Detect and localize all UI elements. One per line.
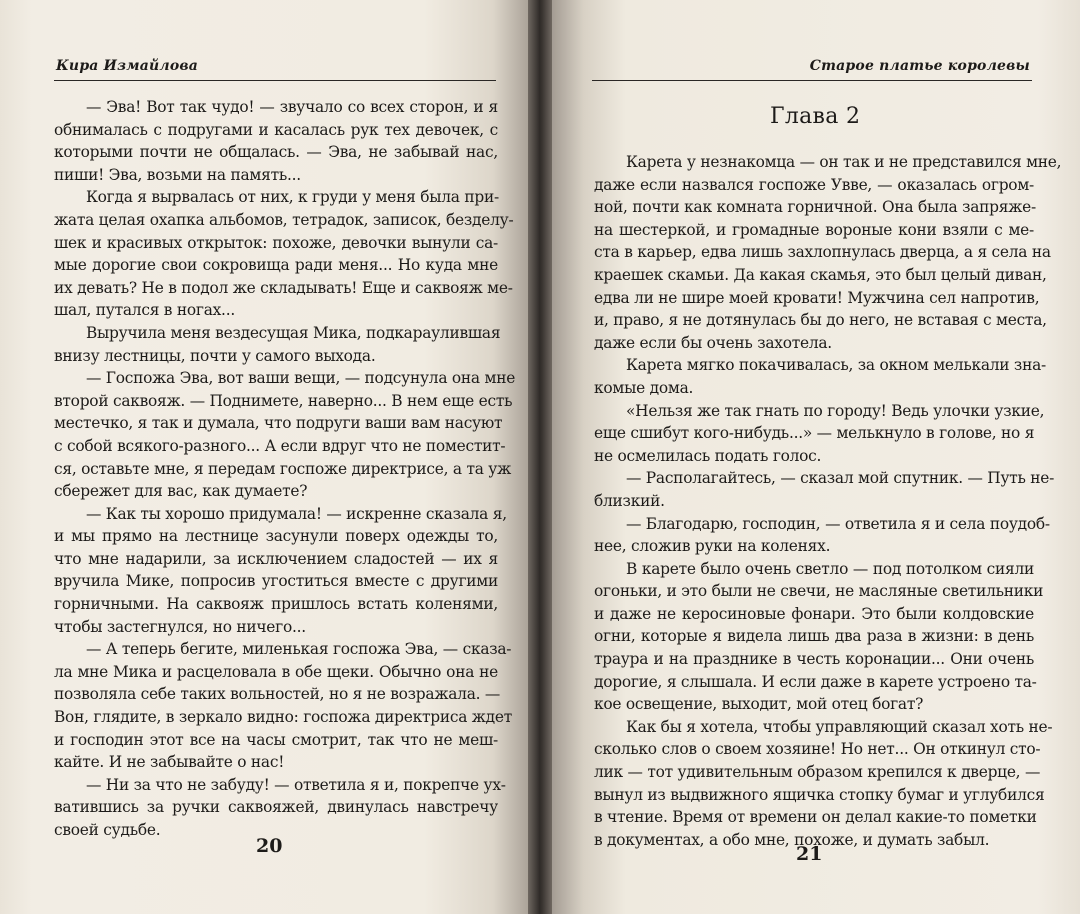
- text-line: — Как ты хорошо придумала! — искренне сказала я,: [86, 504, 507, 523]
- text-line: вручила Мике, попросив угоститься вместе с другими: [54, 572, 498, 591]
- text-line: с собой всякого-разного... А если вдруг что не поместит-: [54, 436, 506, 455]
- text-line: обнималась с подругами и касалась рук тех девочек, с: [54, 120, 498, 139]
- text-line: в чтение. Время от времени он делал какие-то пометки: [594, 808, 1037, 827]
- text-line: ла мне Мика и расцеловала в обе щеки. Обычно она не: [54, 662, 498, 681]
- text-line: шал, путался в ногах...: [54, 301, 235, 320]
- text-line: Выручила меня вездесущая Мика, подкараулившая: [86, 323, 501, 342]
- text-line: огоньки, и это были не свечи, не масляные светильники: [594, 582, 1044, 601]
- text-line: «Нельзя же так гнать по городу! Ведь улочки узкие,: [626, 401, 1045, 420]
- text-line: В карете было очень светло — под потолком сияли: [626, 559, 1034, 578]
- text-line: жата целая охапка альбомов, тетрадок, записок, безделу-: [54, 210, 514, 229]
- text-line: — Располагайтесь, — сказал мой спутник. — Путь не-: [626, 469, 1055, 488]
- text-line: даже если бы очень захотела.: [594, 333, 832, 352]
- text-line: Вон, глядите, в зеркало видно: госпожа директриса ждет: [54, 708, 513, 727]
- text-line: вынул из выдвижного ящичка стопку бумаг и углубился: [594, 785, 1045, 804]
- text-line: лик — тот удивительным образом крепился к дверце, —: [594, 763, 1041, 782]
- text-line: в документах, а обо мне, похоже, и думать забыл.: [594, 830, 990, 849]
- text-line: огни, которые я видела лишь два раза в жизни: в день: [594, 627, 1034, 646]
- page-number: 20: [256, 835, 283, 857]
- text-line: еще сшибут кого-нибудь...» — мелькнуло в голове, но я: [594, 424, 1035, 443]
- text-line: кое освещение, выходит, мой отец богат?: [594, 695, 924, 714]
- text-line: краешек скамьи. Да какая скамья, это был целый диван,: [594, 265, 1047, 284]
- text-line: местечко, я так и думала, что подруги ваши вам насуют: [54, 414, 503, 433]
- text-line: траура и на празднике в честь коронации... Они очень: [594, 650, 1034, 669]
- text-line: дорогие, я слышала. И если даже в карете устроено та-: [594, 672, 1037, 691]
- text-line: второй саквояж. — Поднимете, наверно... В нем еще есть: [54, 391, 513, 410]
- text-line: кайте. И не забывайте о нас!: [54, 753, 285, 772]
- text-line: — А теперь бегите, миленькая госпожа Эва, — сказа-: [86, 640, 512, 659]
- text-line: мые дорогие свои сокровища ради меня... Но куда мне: [54, 256, 498, 275]
- text-line: сбережет для вас, как думаете?: [54, 482, 308, 501]
- text-line: внизу лестницы, почти у самого выхода.: [54, 346, 376, 365]
- text-line: комые дома.: [594, 378, 694, 397]
- left-page: [0, 0, 530, 914]
- text-line: Карета у незнакомца — он так и не представился мне,: [626, 153, 1062, 171]
- text-line: — Эва! Вот так чудо! — звучало со всех сторон, и я: [86, 98, 498, 116]
- text-line: которыми почти не общалась. — Эва, не забывай нас,: [54, 143, 498, 162]
- right-page: [552, 0, 1080, 914]
- text-line: и даже не керосиновые фонари. Это были колдовские: [594, 604, 1034, 623]
- text-line: — Госпожа Эва, вот ваши вещи, — подсунула она мне: [86, 369, 516, 388]
- text-line: и, право, я не дотянулась бы до него, не вставая с места,: [594, 311, 1047, 330]
- text-line: пиши! Эва, возьми на память...: [54, 165, 301, 184]
- text-line: ся, оставьте мне, я передам госпоже директрисе, а та уж: [54, 459, 512, 478]
- left-body-text: [54, 96, 516, 842]
- book-gutter: [528, 0, 554, 914]
- text-line: горничными. На саквояж пришлось встать коленями,: [54, 595, 498, 614]
- running-head-title: Старое платье королевы: [809, 58, 1030, 74]
- text-line: на шестеркой, и громадные вороные кони взяли с ме-: [594, 220, 1034, 239]
- text-line: сколько слов о своем хозяине! Но нет... Он откинул сто-: [594, 740, 1041, 759]
- header-rule: [54, 80, 496, 81]
- text-line: чтобы застегнулся, но ничего...: [54, 617, 306, 636]
- text-line: ной, почти как комната горничной. Она была запряже-: [594, 198, 1036, 217]
- text-line: их девать? Не в подол же складывать! Еще и саквояж ме-: [54, 278, 513, 297]
- running-head-author: Кира Измайлова: [56, 58, 199, 74]
- text-line: своей судьбе.: [54, 821, 161, 839]
- text-line: Как бы я хотела, чтобы управляющий сказал хоть не-: [626, 717, 1053, 736]
- right-body-text: [594, 151, 1062, 851]
- text-line: шек и красивых открыток: похоже, девочки вынули са-: [54, 233, 498, 252]
- text-line: едва ли не шире моей кровати! Мужчина сел напротив,: [594, 288, 1040, 307]
- text-line: Когда я вырвалась от них, к груди у меня была при-: [86, 188, 499, 207]
- text-line: и господин этот все на часы смотрит, так что не меш-: [54, 730, 498, 749]
- text-line: нее, сложив руки на коленях.: [594, 537, 831, 556]
- page-number: 21: [796, 843, 823, 865]
- text-line: — Ни за что не забуду! — ответила я и, покрепче ух-: [86, 775, 506, 794]
- text-line: не осмелилась подать голос.: [594, 446, 822, 465]
- header-rule: [592, 80, 1032, 81]
- text-line: ватившись за ручки саквояжей, двинулась навстречу: [54, 798, 498, 817]
- text-line: позволяла себе таких вольностей, но я не возражала. —: [54, 685, 501, 704]
- text-line: Карета мягко покачивалась, за окном мелькали зна-: [626, 356, 1046, 375]
- text-line: ста в карьер, едва лишь захлопнулась дверца, а я села на: [594, 243, 1051, 262]
- text-line: — Благодарю, господин, — ответила я и села поудоб-: [626, 514, 1050, 533]
- text-line: даже если назвался госпоже Увве, — оказалась огром-: [594, 175, 1034, 194]
- text-line: и мы прямо на лестнице засунули поверх одежды то,: [54, 527, 498, 546]
- text-line: что мне надарили, за исключением сладостей — их я: [54, 549, 498, 568]
- chapter-title: Глава 2: [770, 104, 861, 129]
- text-line: близкий.: [594, 491, 665, 510]
